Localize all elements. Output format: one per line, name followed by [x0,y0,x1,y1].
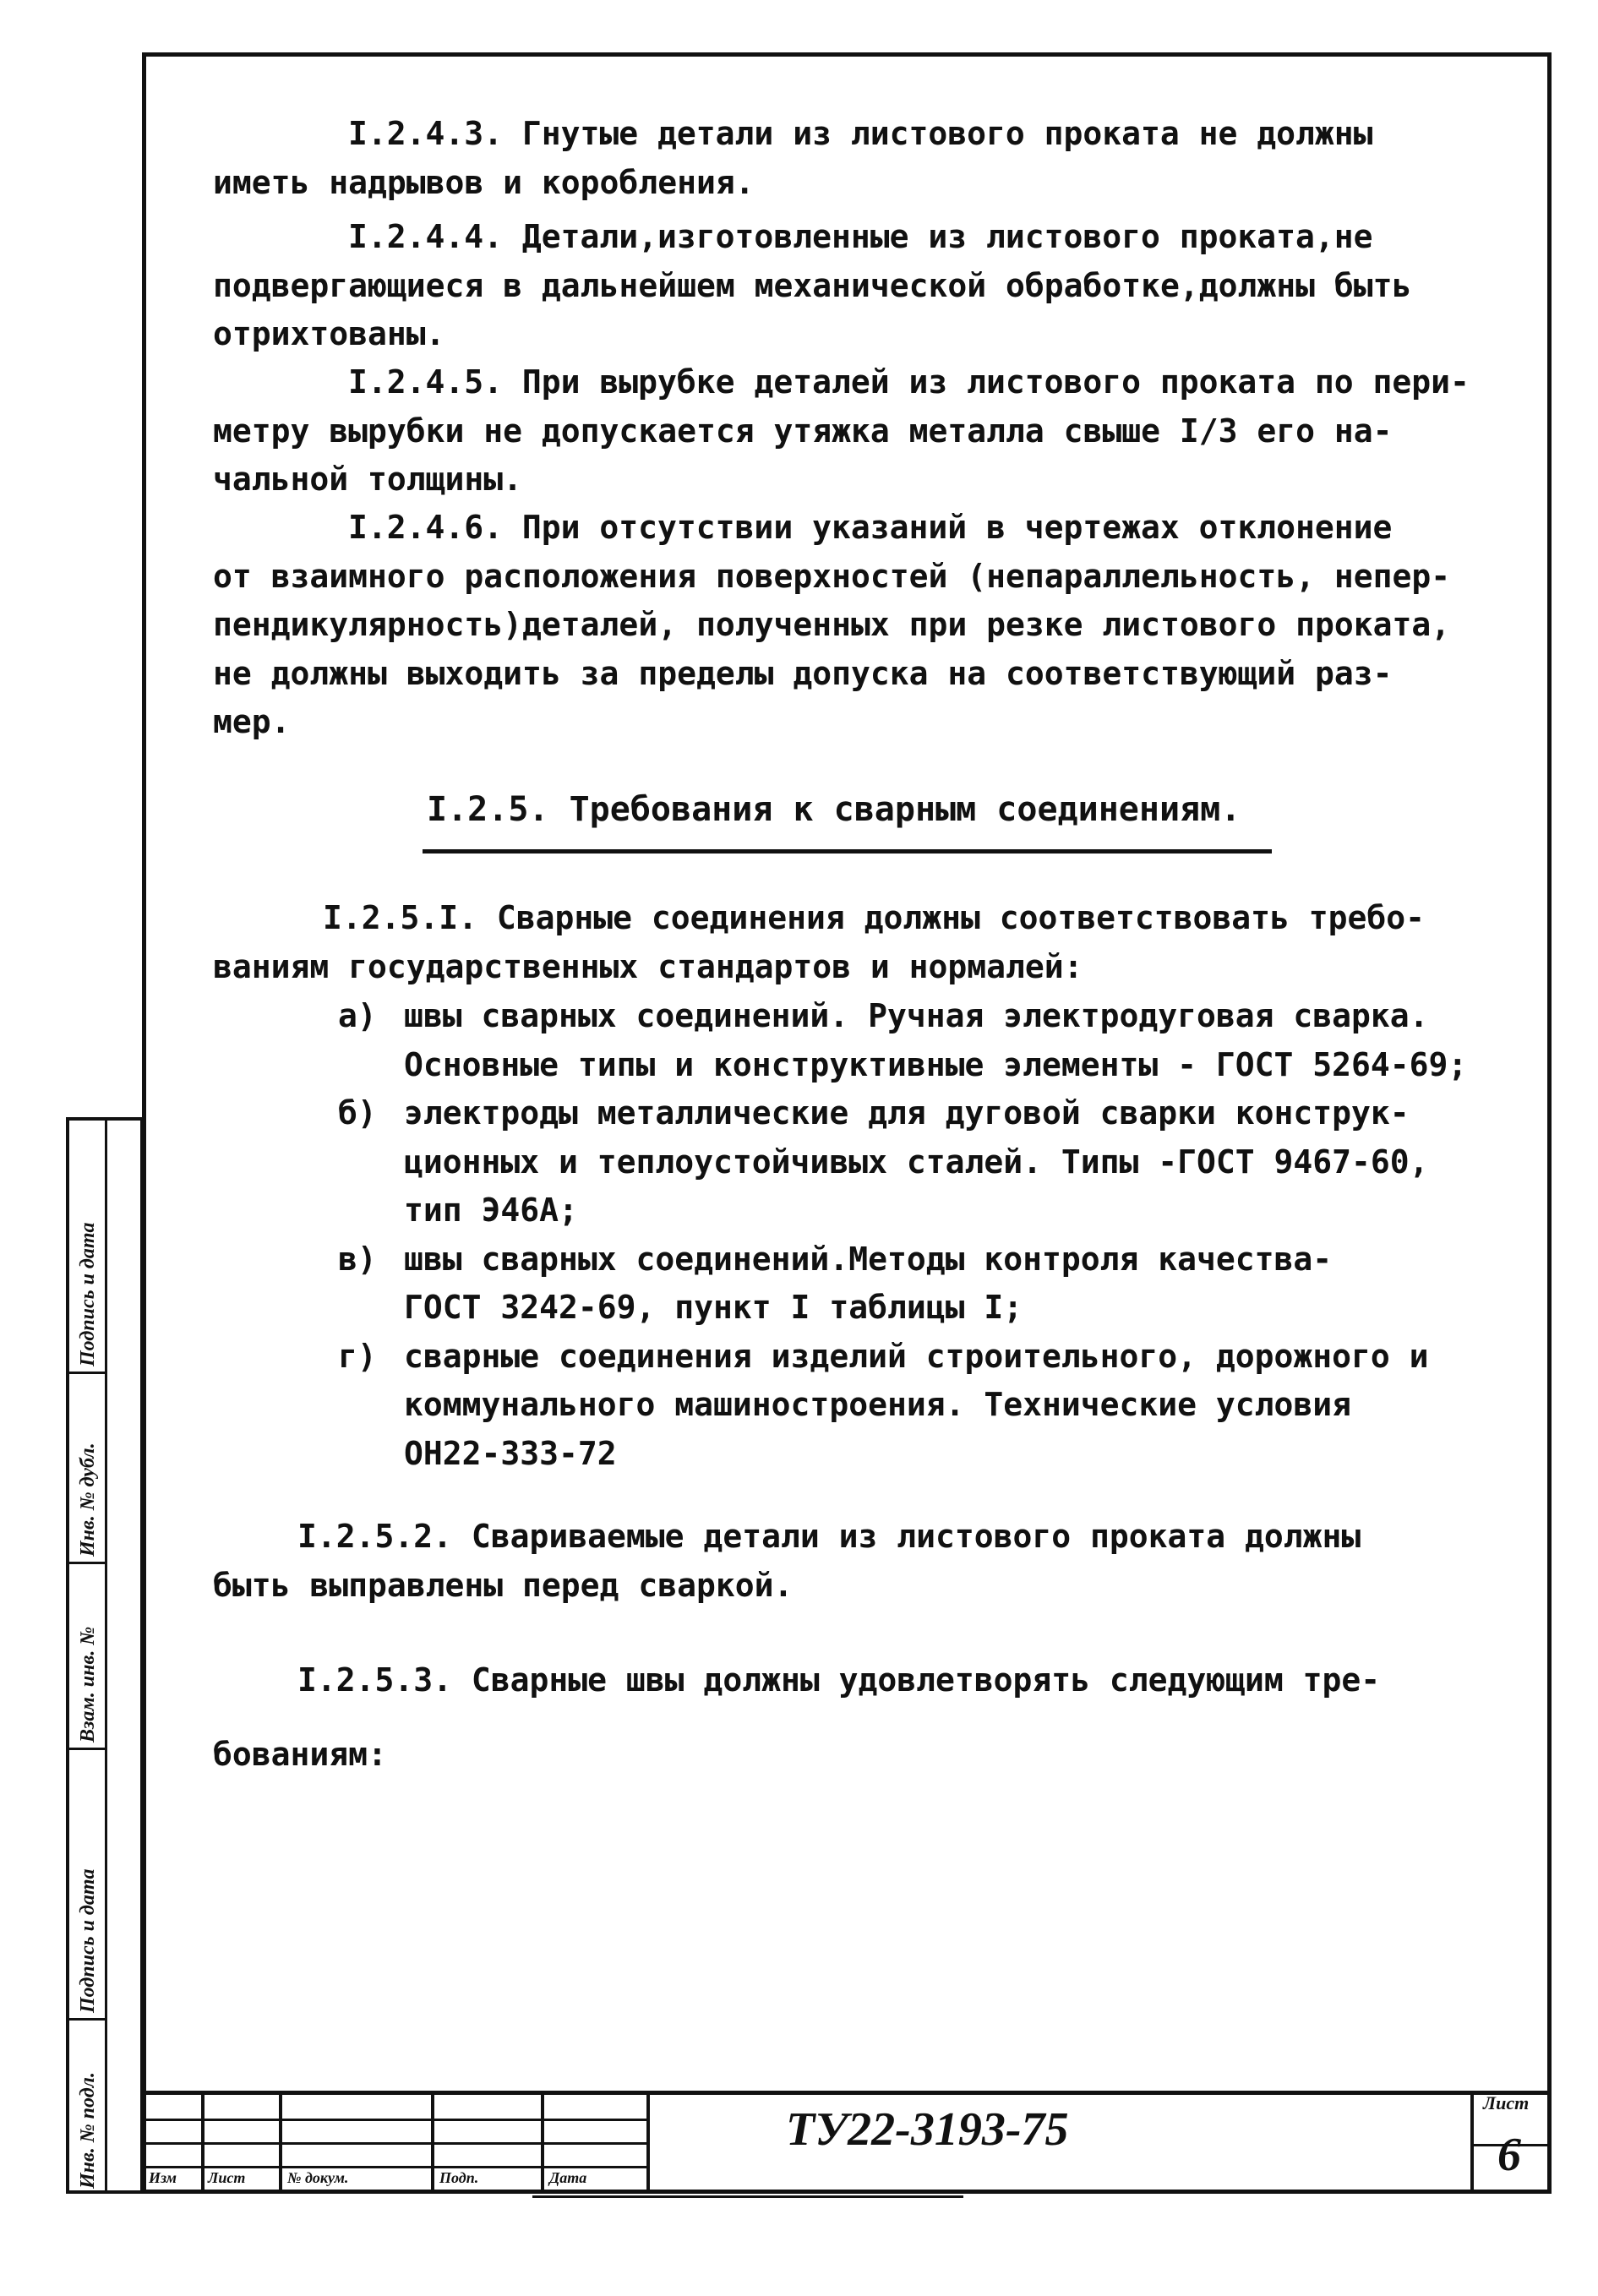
text-line: пендикулярность)деталей, полученных при резке листового проката, [213,606,1451,643]
side-label: Инв. № подл. [77,2072,99,2189]
text-line: ционных и теплоустойчивых сталей. Типы -ГОСТ 9467-60, [404,1143,1429,1181]
text-line: Основные типы и конструктивные элементы - ГОСТ 5264-69; [404,1045,1468,1083]
list-marker: а) [338,997,377,1034]
col-label-doc: № докум. [287,2169,349,2186]
list-marker: б) [338,1094,377,1132]
text-line: I.2.4.5. При вырубке деталей из листового проката по пери- [348,363,1470,401]
paragraph-1-2-5-3 [213,1643,1531,1792]
side-cell-podpis-2 [69,1750,105,2021]
text-line: тип Э46А; [404,1192,578,1229]
text-line: I.2.4.3. Гнутые детали из листового проката не должны [348,115,1373,152]
text-line: подвергающиеся в дальнейшем механической обработке,должны быть [213,266,1412,304]
text-line: не должны выходить за пределы допуска на соответствующий раз- [213,654,1393,692]
paragraph-1-2-4-5 [213,358,1531,504]
standards-list [338,992,1538,1478]
title-block-col-line [541,2095,544,2194]
text-line: метру вырубки не допускается утяжка металла свыше I/3 его на- [213,412,1393,450]
side-cell-vzam [69,1564,105,1750]
list-item [338,1089,1538,1235]
text-line: чальной толщины. [213,461,523,498]
text-line: I.2.5.3. Сварные швы должны удовлетворять следующим тре- [297,1661,1381,1699]
side-strip [66,1117,144,2194]
text-line: бованиям: [213,1736,387,1773]
col-label-izm: Изм [149,2169,177,2186]
side-label: Взам. инв. № [77,1626,99,1742]
list-item [338,1235,1538,1333]
text-line: сварные соединения изделий строительного, дорожного и [404,1337,1429,1375]
text-line: коммунального машиностроения. Технические условия [404,1386,1352,1423]
paragraph-1-2-4-3 [213,110,1531,207]
text-line: иметь надрывов и коробления. [213,163,755,201]
sheet-label: Лист [1483,2092,1530,2113]
title-block-col-line [646,2095,650,2194]
text-line: ОН22-333-72 [404,1434,617,1472]
side-cell-podpis-1 [69,1121,105,1374]
text-line: от взаимного расположения поверхностей (непараллельность, непер- [213,557,1451,595]
list-item [338,992,1538,1089]
text-line: I.2.4.4. Детали,изготовленные из листового проката,не [348,218,1373,255]
heading-underline [423,849,1272,854]
bottom-rule [532,2195,963,2198]
side-cell-inv-dubl [69,1374,105,1564]
title-block-row-line [144,2142,646,2145]
text-line: I.2.4.6. При отсутствии указаний в чертежах отклонение [348,509,1393,546]
text-line: ГОСТ 3242-69, пункт I таблицы I; [404,1289,1023,1326]
text-line: быть выправлены перед сваркой. [213,1566,794,1604]
text-line: швы сварных соединений. Ручная электродуговая сварка. [404,997,1429,1034]
title-block-col-line [431,2095,434,2194]
text-line: I.2.5.I. Сварные соединения должны соответствовать требо- [323,899,1426,936]
text-line: ваниям государственных стандартов и нормалей: [213,947,1083,985]
title-block-col-line [201,2095,205,2194]
side-label: Подпись и дата [77,1222,99,1366]
title-block-row-line [144,2119,646,2121]
title-block-row-line [144,2166,646,2168]
title-block-col-line [279,2095,282,2194]
col-label-podp: Подп. [439,2169,479,2186]
text-line: электроды металлические для дуговой сварки конструк- [404,1094,1410,1132]
text-line: отрихтованы. [213,315,445,352]
side-cell-inv-podl [69,2021,105,2194]
document-code: ТУ22-3193-75 [786,2103,1069,2156]
paragraph-1-2-5-2 [213,1513,1531,1610]
list-marker: г) [338,1337,377,1375]
text-line: мер. [213,703,291,740]
paragraph-1-2-4-6 [213,504,1531,747]
text-line: швы сварных соединений.Методы контроля качества- [404,1240,1333,1278]
section-heading: I.2.5. Требования к сварным соединениям. [427,790,1241,829]
side-label: Инв. № дубл. [77,1442,99,1557]
list-item [338,1333,1538,1479]
paragraph-1-2-4-4 [213,213,1531,359]
side-label: Подпись и дата [77,1868,99,2013]
text-line: I.2.5.2. Свариваемые детали из листового проката должны [297,1518,1361,1555]
sheet-number: 6 [1497,2129,1521,2181]
col-label-list: Лист [208,2169,246,2186]
paragraph-1-2-5-1 [213,894,1531,991]
col-label-data: Дата [549,2169,587,2186]
side-strip-divider [105,1121,107,2190]
list-marker: в) [338,1240,377,1278]
